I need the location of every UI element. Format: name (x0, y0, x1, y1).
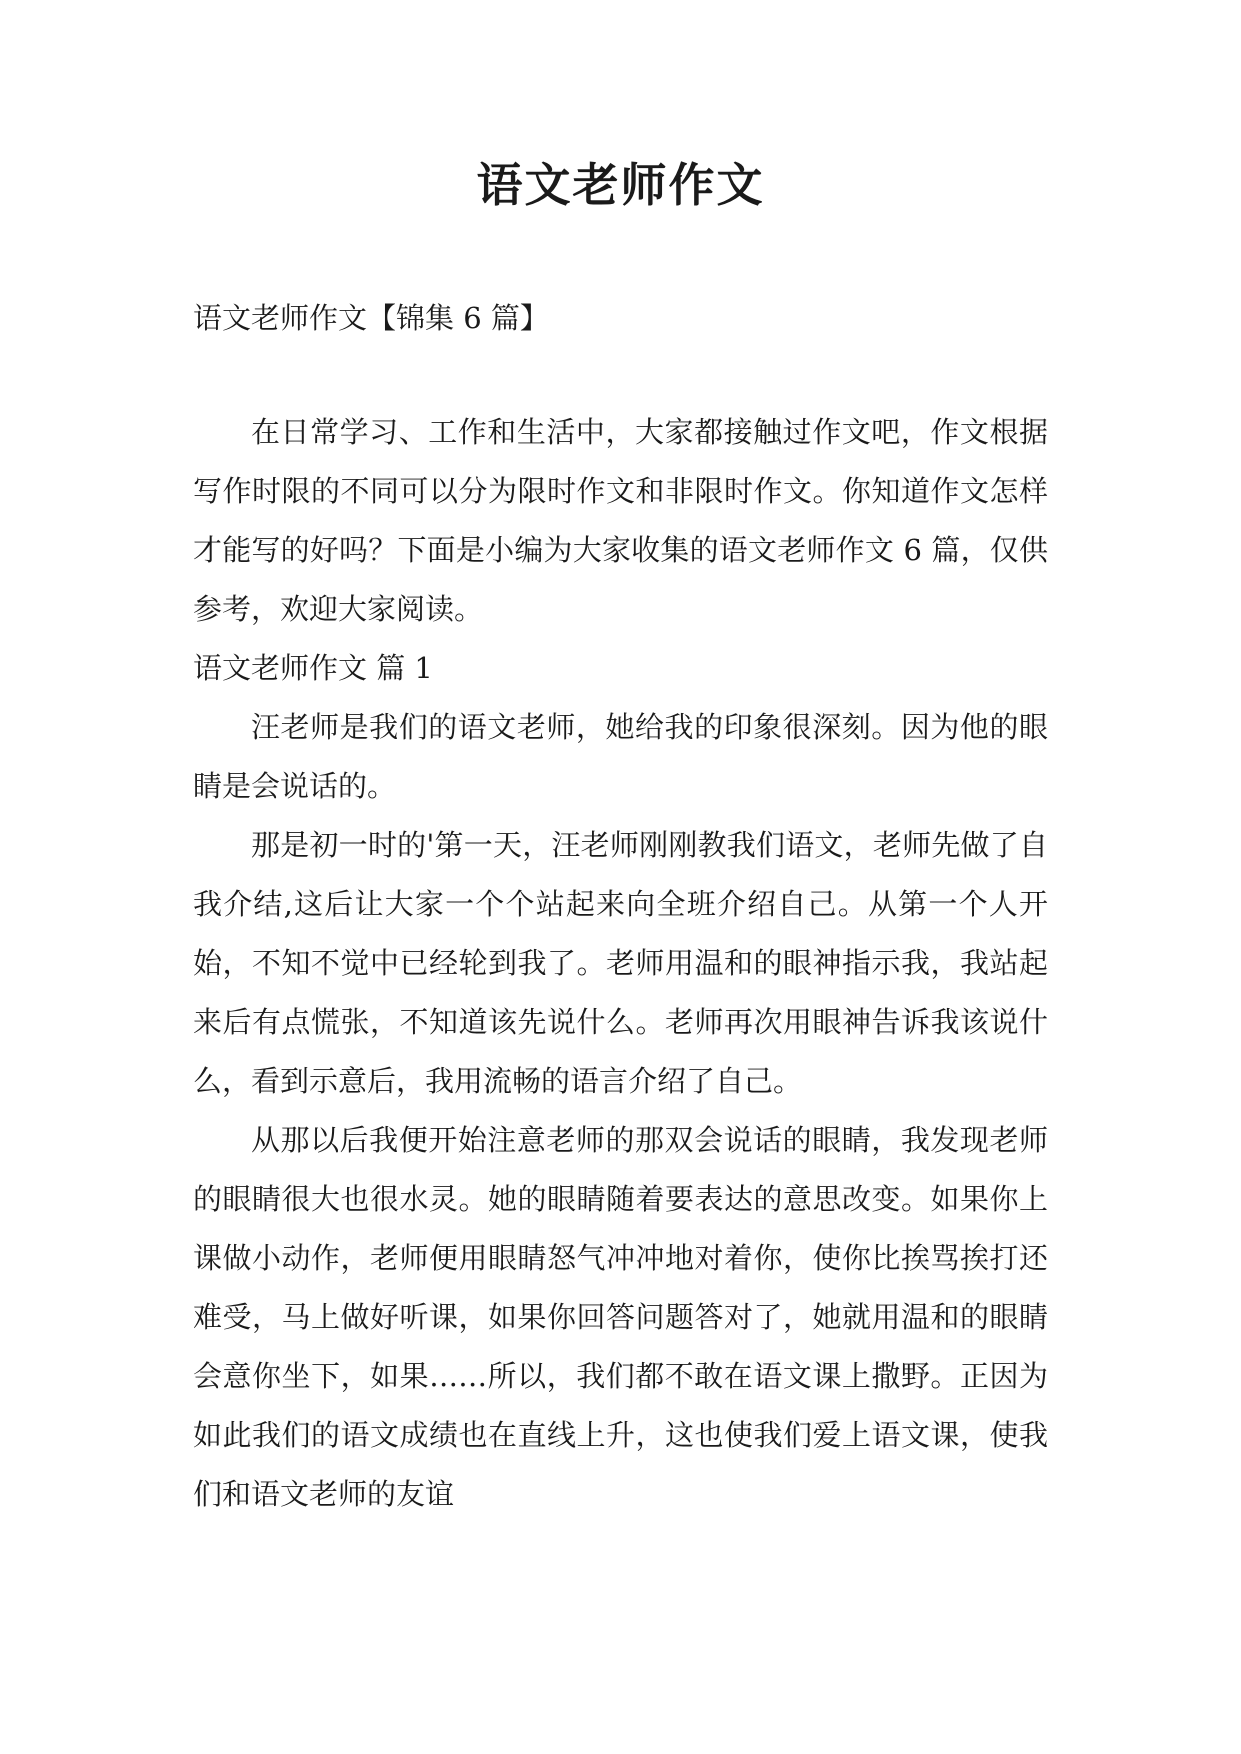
section-heading: 语文老师作文 篇 1 (193, 651, 433, 685)
body-paragraph: 汪老师是我们的语文老师，她给我的印象很深刻。因为他的眼睛是会说话的。 (193, 710, 1048, 803)
document-body (193, 403, 1048, 1524)
body-paragraph: 从那以后我便开始注意老师的那双会说话的眼睛，我发现老师的眼睛很大也很水灵。她的眼睛随着要表达的意思改变。如果你上课做小动作，老师便用眼睛怒气冲冲地对着你，使你比挨骂挨打还难受，马上做好听课，如果你回答问题答对了，她就用温和的眼睛会意你坐下，如果……所以，我们都不敢在语文课上撒野。正因为如此我们的语文成绩也在直线上升，这也使我们爱上语文课，使我们和语文老师的友谊 (193, 1123, 1048, 1511)
document-subtitle: 语文老师作文【锦集 6 篇】 (193, 301, 549, 335)
page-title: 语文老师作文 (476, 158, 765, 212)
intro-paragraph: 在日常学习、工作和生活中，大家都接触过作文吧，作文根据写作时限的不同可以分为限时作文和非限时作文。你知道作文怎样才能写的好吗？下面是小编为大家收集的语文老师作文 6 篇，仅供参考，欢迎大家阅读。 (193, 415, 1048, 626)
body-paragraph: 那是初一时的'第一天，汪老师刚刚教我们语文，老师先做了自我介结,这后让大家一个个站起来向全班介绍自己。从第一个人开始，不知不觉中已经轮到我了。老师用温和的眼神指示我，我站起来后有点慌张，不知道该先说什么。老师再次用眼神告诉我该说什么，看到示意后，我用流畅的语言介绍了自己。 (193, 828, 1048, 1098)
